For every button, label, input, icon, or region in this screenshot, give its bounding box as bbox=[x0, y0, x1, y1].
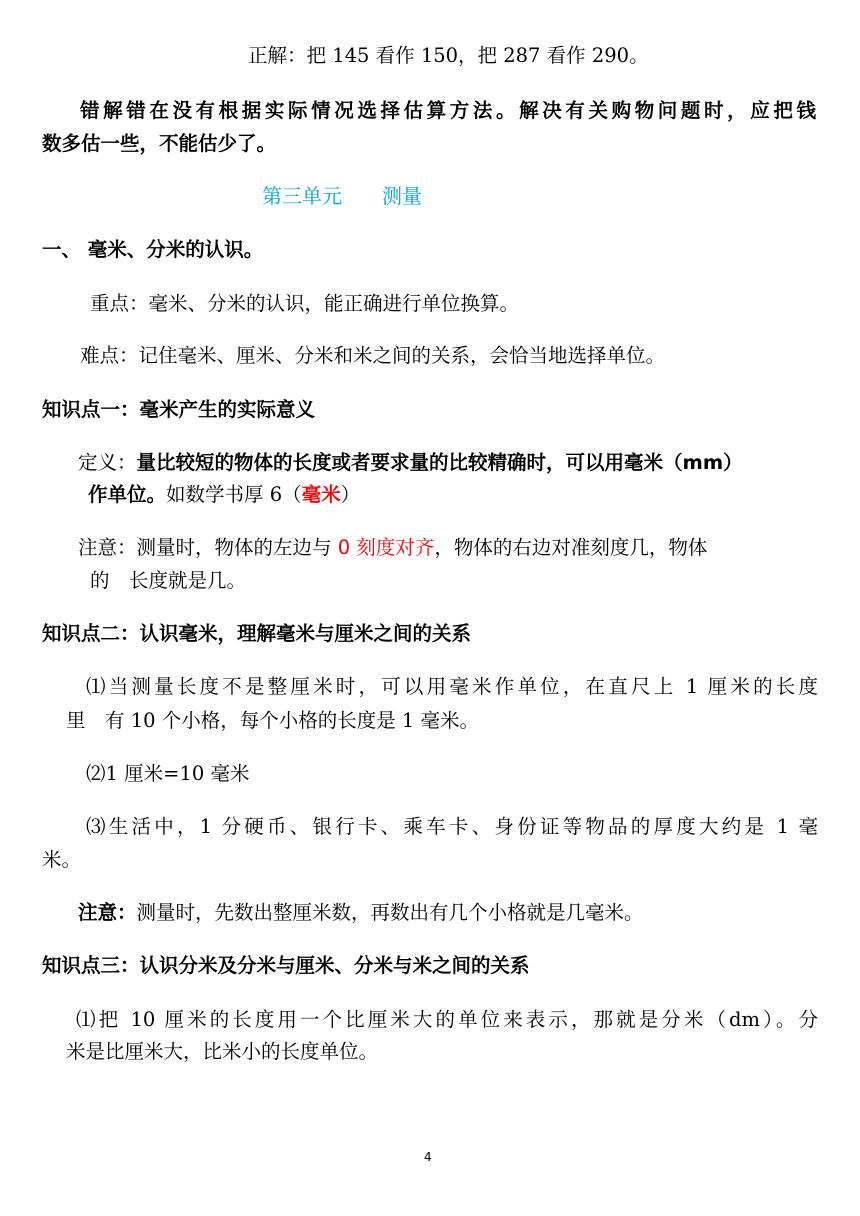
definition-text: 作单位。 bbox=[88, 483, 167, 506]
definition-label: 定义： bbox=[78, 451, 137, 474]
highlight-zero-alignment: 0 刻度对齐 bbox=[337, 536, 435, 559]
note-text: ，物体的右边对准刻度几，物体 bbox=[434, 536, 708, 559]
correct-answer-line bbox=[248, 44, 649, 68]
text: 米。 bbox=[42, 848, 82, 871]
page-number: 4 bbox=[424, 1150, 432, 1164]
item-3-line-2 bbox=[42, 848, 81, 872]
text: 正解：把 145 看作 150，把 287 看作 290。 bbox=[248, 44, 649, 67]
text: ⑴把 10 厘米的长度用一个比厘米大的单位来表示，那就是分米（dm）。分 bbox=[76, 1008, 818, 1031]
item-1-line-1 bbox=[86, 675, 818, 699]
item-2-line bbox=[86, 762, 249, 786]
error-explanation-line-2 bbox=[42, 132, 276, 156]
text: 一、 毫米、分米的认识。 bbox=[42, 238, 264, 261]
knowledge-point-2-heading bbox=[42, 622, 471, 646]
example-text-end: ） bbox=[340, 483, 361, 506]
definition-line-1 bbox=[78, 451, 743, 475]
note-label: 注意： bbox=[78, 901, 137, 924]
text: ⑶生活中，1 分硬币、银行卡、乘车卡、身份证等物品的厚度大约是 1 毫 bbox=[86, 815, 818, 838]
text: 米是比厘米大，比米小的长度单位。 bbox=[66, 1040, 379, 1063]
example-text: 如数学书厚 6（ bbox=[166, 483, 302, 506]
text: 数多估一些，不能估少了。 bbox=[42, 132, 277, 155]
difficulty-line bbox=[80, 344, 665, 368]
text: 难点：记住毫米、厘米、分米和米之间的关系，会恰当地选择单位。 bbox=[80, 344, 666, 367]
note-2-line bbox=[78, 901, 644, 925]
note-text: 的 长度就是几。 bbox=[90, 569, 247, 592]
note-line-2 bbox=[90, 569, 246, 593]
knowledge-point-3-heading bbox=[42, 954, 530, 978]
text: 里 有 10 个小格，每个小格的长度是 1 毫米。 bbox=[66, 709, 480, 732]
item-3-line-1 bbox=[86, 815, 818, 839]
unit-heading bbox=[262, 184, 422, 208]
note-line-1 bbox=[78, 536, 707, 560]
note-text: 注意：测量时，物体的左边与 bbox=[78, 536, 338, 559]
section-heading-1 bbox=[42, 238, 263, 262]
note-text: 测量时，先数出整厘米数，再数出有几个小格就是几毫米。 bbox=[136, 901, 644, 924]
knowledge-point-1-heading bbox=[42, 398, 315, 422]
text: ⑴当测量长度不是整厘米时，可以用毫米作单位，在直尺上 1 厘米的长度 bbox=[86, 675, 818, 698]
highlight-millimeter: 毫米 bbox=[301, 483, 341, 506]
item-4-line-2 bbox=[66, 1040, 378, 1064]
text: 错解错在没有根据实际情况选择估算方法。解决有关购物问题时，应把钱 bbox=[80, 99, 816, 122]
error-explanation-line-1 bbox=[80, 99, 816, 123]
text: 知识点一：毫米产生的实际意义 bbox=[42, 398, 316, 421]
text: 第三单元 测量 bbox=[262, 184, 422, 208]
text: 知识点三：认识分米及分米与厘米、分米与米之间的关系 bbox=[42, 954, 530, 977]
text: ⑵1 厘米=10 毫米 bbox=[86, 762, 250, 785]
item-1-line-2 bbox=[66, 709, 479, 733]
item-4-line-1 bbox=[76, 1008, 818, 1032]
text: 重点：毫米、分米的认识，能正确进行单位换算。 bbox=[90, 292, 520, 315]
key-point-line bbox=[90, 292, 519, 316]
definition-line-2 bbox=[88, 483, 360, 507]
definition-text: 量比较短的物体的长度或者要求量的比较精确时，可以用毫米（mm） bbox=[136, 451, 743, 474]
text: 知识点二：认识毫米，理解毫米与厘米之间的关系 bbox=[42, 622, 472, 645]
